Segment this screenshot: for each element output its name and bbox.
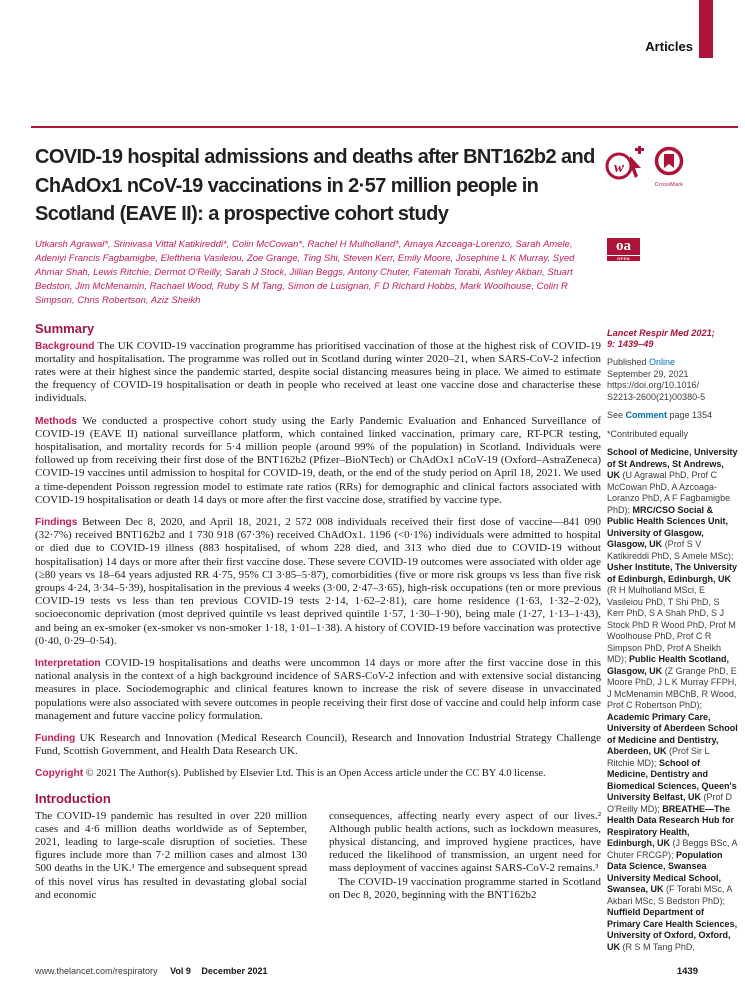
summary-sections bbox=[35, 340, 601, 781]
footer-volume: Vol 9 bbox=[170, 966, 191, 976]
open-access-caption: OPEN ACCESS bbox=[607, 256, 640, 261]
contributed-note: *Contributed equally bbox=[607, 428, 689, 439]
open-access-logo: oa bbox=[607, 238, 640, 255]
header-rule bbox=[31, 126, 738, 128]
summary-paragraph-funding: Funding UK Research and Innovation (Medical Research Council), Research and Innovation Industrial Strategy Challenge Fund, Scottish Government, and Health Data Research UK. bbox=[35, 731, 601, 758]
svg-text:w: w bbox=[613, 160, 625, 176]
journal-url: www.thelancet.com/respiratory bbox=[35, 966, 158, 976]
intro-column-2-para-1: consequences, affecting nearly every aspect of our lives.² Although public health actions, such as lockdown measures, physical distancing, and improved hygiene practices, have reduced the likelihood of transmission, an urgent need for mass deployment of vaccines against SARS-CoV-2 remains.³ bbox=[329, 809, 601, 875]
summary-paragraph-copyright: Copyright © 2021 The Author(s). Published by Elsevier Ltd. This is an Open Access article under the CC BY 4.0 license. bbox=[35, 768, 546, 780]
doi-link[interactable]: https://doi.org/10.1016/ S2213-2600(21)00380-5 bbox=[607, 380, 706, 402]
comment-link[interactable]: Comment bbox=[625, 410, 668, 420]
open-access-badge[interactable] bbox=[607, 238, 640, 266]
footer-date: December 2021 bbox=[201, 966, 268, 976]
published-prefix: Published bbox=[607, 357, 650, 367]
summary-paragraph-methods: Methods We conducted a prospective cohort study using the Early Pandemic Evaluation and Enhanced Surveillance of COVID-19 (EAVE II) national surveillance platform, which contained linked vaccination, primary care, RT-PCR testing, hospitalisation, and mortality records for 5·4 million people (around 99% of the population) in Scotland. Individuals were followed up from receiving their first dose of the BNT162b2 (Pfizer–BioNTech) or ChAdOx1 nCoV-19 (Oxford–AstraZeneca) COVID-19 vaccines until admission to hospital for COVID-19, death, or the end of the study period on April 18, 2021. We used a time-dependent Poisson regression model to estimate rate ratios (RRs) for demographic and clinical factors associated with COVID-19 hospitalisation or death 14 days or more after the first vaccine dose, stratified by vaccine type. bbox=[35, 414, 601, 506]
introduction-heading: Introduction bbox=[35, 790, 111, 806]
crossmark-label: CrossMark bbox=[654, 182, 684, 188]
sidebar bbox=[607, 328, 738, 960]
articles-corner-bar bbox=[699, 0, 713, 58]
main-column bbox=[35, 143, 601, 911]
summary-heading: Summary bbox=[35, 320, 95, 336]
published-date: September 29, 2021 bbox=[607, 368, 689, 379]
citation-line-2: 9: 1439–49 bbox=[607, 339, 654, 349]
summary-paragraph-findings: Findings Between Dec 8, 2020, and April 18, 2021, 2 572 008 individuals received their first dose of vaccine—841 090 (32·7%) received BNT162b2 and 1 730 918 (67·3%) received ChAdOx1. 1196 (<0·1%) individuals were admitted to hospital or died due to COVID-19 illness (883 hospitalised, of whom 228 died, and 313 who died due to COVID-19 without hospitalisation) 14 days or more after their first vaccine dose. These severe COVID-19 outcomes were associated with older age (≥80 years vs 18–64 years adjusted RR 4·75, 95% CI 3·85–5·87), comorbidities (five or more risk groups vs less than five risk groups 4·24, 3·34–5·39), hospitalisation in the previous 4 weeks (3·00, 2·47–3·65), high-risk occupations (ten or more previous COVID-19 tests vs less than ten previous COVID-19 tests 2·14, 1·62–2·81), care home residence (1·63, 1·32–2·02), socioeconomic deprivation (most deprived quintile vs least deprived quintile 1·57, 1·30–1·90), being male (1·27, 1·13–1·43), and being an ex-smoker (ex-smoker vs non-smoker 1·18, 1·01–1·38). A history of COVID-19 before vaccination was protective (0·40, 0·29–0·54). bbox=[35, 515, 601, 647]
web-extra-icon[interactable] bbox=[604, 146, 648, 184]
journal-citation bbox=[607, 328, 738, 350]
footer bbox=[35, 966, 275, 976]
page-number: 1439 bbox=[676, 966, 698, 977]
affiliations: School of Medicine, University of St Andrews, St Andrews, UK (U Agrawal PhD, Prof C McCowan PhD, A Azcoaga-Loranzo PhD, A F Fagbamigbe PhD); MRC/CSO Social & Public Health Sciences Unit, University of Glasgow, Glasgow, UK (Prof S V Katikireddi PhD, S Amele MSc); Usher Institute, The University of Edinburgh, Edinburgh, UK (R H Mulholland MSci, E Vasileiou PhD, T Shi PhD, S Kerr PhD, S A Shah PhD, S J Stock PhD R Wood PhD, Prof M Woolhouse PhD, Prof C R Simpson PhD, Prof A Sheikh MD); Public Health Scotland, Glasgow, UK (Z Grange PhD, E Moore PhD, J L K Murray FFPH, J McMenamin MBChB, R Wood, Prof C Robertson PhD); Academic Primary Care, University of Aberdeen School of Medicine and Dentistry, Aberdeen, UK (Prof Sir L Ritchie MD); School of Medicine, Dentistry and Biomedical Sciences, Queen's University Belfast, UK (Prof D O'Reilly MD); BREATHE—The Health Data Research Hub for Respiratory Health, Edinburgh, UK (J Beggs BSc, A Chuter FRCGP); Population Data Science, Swansea University Medical School, Swansea, UK (F Torabi MSc, A Akbari MSc, S Bedston PhD); Nuffield Department of Primary Care Health Sciences, University of Oxford, Oxford, UK (R S M Tang PhD, bbox=[607, 447, 738, 952]
summary-paragraph-interpretation: Interpretation COVID-19 hospitalisations and deaths were uncommon 14 days or more after the first vaccine dose in this national analysis in the context of a high background incidence of SARS-CoV-2 infection and with extensive social distancing measures in place. Sociodemographic and clinical features known to increase the risk of severe disease in unvaccinated populations were also associated with severe outcomes in people receiving their first dose of vaccine and could help inform case management and future vaccine policy formulation. bbox=[35, 656, 601, 722]
summary-paragraph-background: Background The UK COVID-19 vaccination programme has prioritised vaccination of those at the highest risk of COVID-19 mortality and hospitalisation. The programme was rolled out in Scotland during winter 2020–21, when SARS-CoV-2 infection rates were at their highest since the pandemic started, despite social distancing measures being in place. We aimed to estimate the frequency of COVID-19 hospitalisation or death in people who received at least one vaccine dose and characterise these individuals. bbox=[35, 339, 601, 405]
author-list: Utkarsh Agrawal*, Srinivasa Vittal Katikireddi*, Colin McCowan*, Rachel H Mulholland*, Amaya Azcoaga-Lorenzo, Sarah Amele, Adeniyi Francis Fagbamigbe, Eleftheria Vasileiou, Zoe Grange, Ting Shi, Steven Kerr, Emily Moore, Josephine L K Murray, Syed Ahmar Shah, Lewis Ritchie, Dermot O'Reilly, Sarah J Stock, Jillian Beggs, Antony Chuter, Fatemah Torabi, Ashley Akbari, Stuart Bedston, Jim McMenamin, Rachael Wood, Ruby S M Tang, Simon de Lusignan, F D Richard Hobbs, Mark Woolhouse, Colin R Simpson, Chris Robertson, Aziz Sheikh bbox=[35, 238, 575, 306]
introduction-columns bbox=[35, 810, 601, 911]
intro-column-2-para-2: The COVID-19 vaccination programme started in Scotland on Dec 8, 2020, beginning with the BNT162b2 bbox=[329, 875, 601, 901]
intro-column-2 bbox=[329, 810, 601, 911]
see-comment-note: See Comment page 1354 bbox=[607, 410, 713, 420]
article-title: COVID-19 hospital admissions and deaths after BNT162b2 and ChAdOx1 nCoV-19 vaccinations in 2·57 million people in Scotland (EAVE II): a prospective cohort study bbox=[35, 146, 595, 225]
section-kicker: Articles bbox=[645, 39, 693, 54]
crossmark-icon[interactable] bbox=[650, 146, 688, 188]
published-online-link[interactable]: Online bbox=[649, 357, 676, 367]
intro-column-1: The COVID-19 pandemic has resulted in over 220 million cases and 4·6 million deaths worldwide as of September, 2021, leading to large-scale disruption of societies. These figures include more than 7·2 million cases and almost 130 500 deaths in the UK.¹ The emergence and subsequent spread of this novel virus has resulted in devastating global social and economic bbox=[35, 809, 307, 901]
published-block bbox=[607, 357, 738, 403]
citation-line-1: Lancet Respir Med 2021; bbox=[607, 328, 715, 338]
